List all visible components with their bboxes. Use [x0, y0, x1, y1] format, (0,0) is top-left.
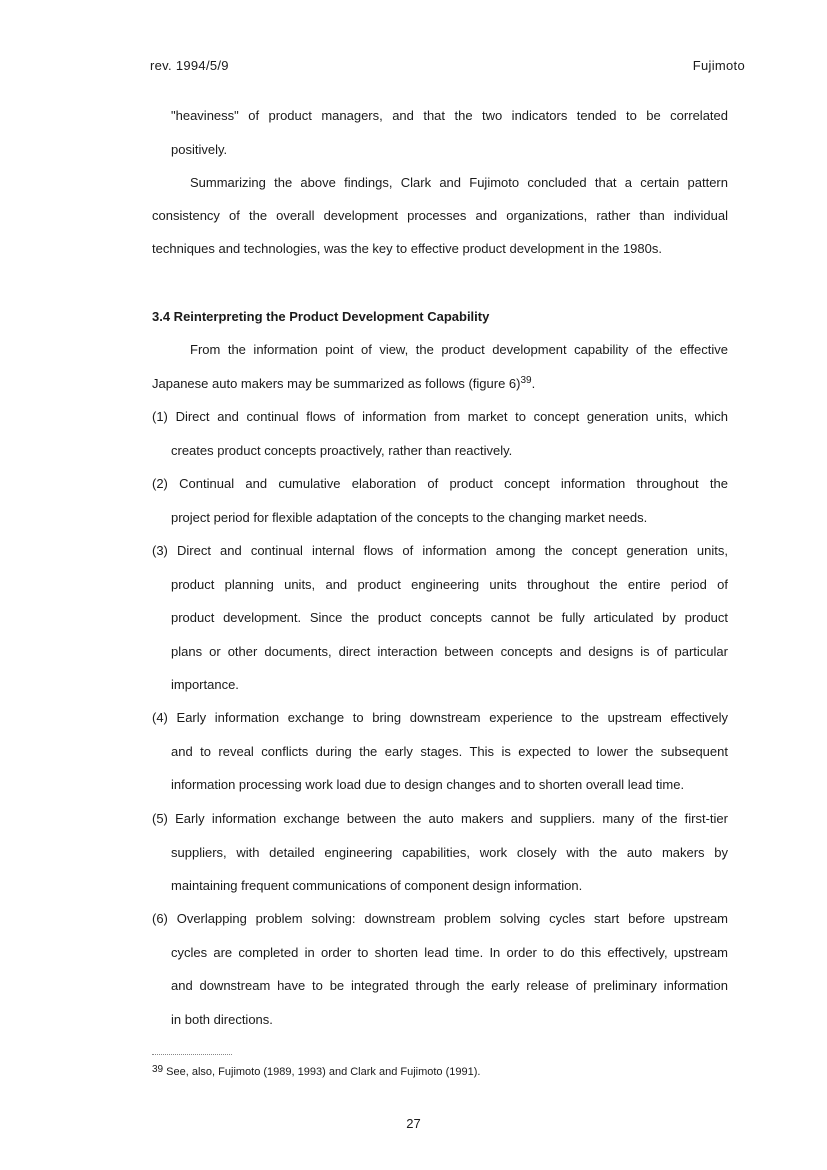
list-item-3-cont: product development. Since the product concepts cannot be fully articulated by product	[171, 610, 728, 625]
body-line: consistency of the overall development processes and organizations, rather than individual	[152, 208, 728, 223]
body-line: Summarizing the above findings, Clark and Fujimoto concluded that a certain pattern	[190, 175, 728, 190]
body-line: From the information point of view, the product development capability of the effective	[190, 342, 728, 357]
footnote	[152, 1066, 480, 1078]
list-item-3-cont: plans or other documents, direct interaction between concepts and designs is of particular	[171, 644, 728, 659]
body-line: positively.	[171, 142, 228, 157]
list-item-4: (4) Early information exchange to bring downstream experience to the upstream effectively	[152, 710, 728, 725]
body-line-text: Japanese auto makers may be summarized as follows (figure 6)	[152, 376, 521, 391]
list-item-3-cont: importance.	[171, 677, 239, 692]
footnote-mark: 39	[152, 1064, 164, 1075]
list-item-2-cont: project period for flexible adaptation of the concepts to the changing market needs.	[171, 510, 648, 525]
list-item-6-cont: cycles are completed in order to shorten lead time. In order to do this effectively, upstream	[171, 945, 728, 960]
list-item-2: (2) Continual and cumulative elaboration of product concept information throughout the	[152, 476, 728, 491]
body-line: techniques and technologies, was the key to effective product development in the 1980s.	[152, 241, 662, 256]
list-item-5-cont: maintaining frequent communications of component design information.	[171, 878, 583, 893]
author-name: Fujimoto	[692, 58, 745, 73]
list-item-3-cont: product planning units, and product engineering units throughout the entire period of	[171, 577, 728, 592]
revision-date: rev. 1994/5/9	[150, 58, 229, 73]
section-heading: 3.4 Reinterpreting the Product Development Capability	[152, 309, 490, 324]
footnote-divider	[152, 1054, 232, 1055]
list-item-6: (6) Overlapping problem solving: downstream problem solving cycles start before upstream	[152, 911, 728, 926]
list-item-4-cont: information processing work load due to design changes and to shorten overall lead time.	[171, 777, 685, 792]
footnote-reference: 39	[520, 375, 532, 386]
list-item-6-cont: in both directions.	[171, 1012, 273, 1027]
page-number: 27	[406, 1116, 421, 1131]
list-item-5-cont: suppliers, with detailed engineering capabilities, work closely with the auto makers by	[171, 845, 728, 860]
body-line	[152, 376, 535, 392]
list-item-3: (3) Direct and continual internal flows of information among the concept generation units,	[152, 543, 728, 558]
list-item-6-cont: and downstream have to be integrated through the early release of preliminary information	[171, 978, 728, 993]
list-item-4-cont: and to reveal conflicts during the early stages. This is expected to lower the subsequent	[171, 744, 728, 759]
list-item-1: (1) Direct and continual flows of information from market to concept generation units, which	[152, 409, 728, 424]
footnote-text: See, also, Fujimoto (1989, 1993) and Clark and Fujimoto (1991).	[163, 1066, 481, 1078]
body-line: "heaviness" of product managers, and that the two indicators tended to be correlated	[171, 108, 728, 123]
list-item-1-cont: creates product concepts proactively, rather than reactively.	[171, 443, 513, 458]
list-item-5: (5) Early information exchange between the auto makers and suppliers. many of the first-tier	[152, 811, 728, 826]
body-line-period: .	[531, 376, 536, 391]
